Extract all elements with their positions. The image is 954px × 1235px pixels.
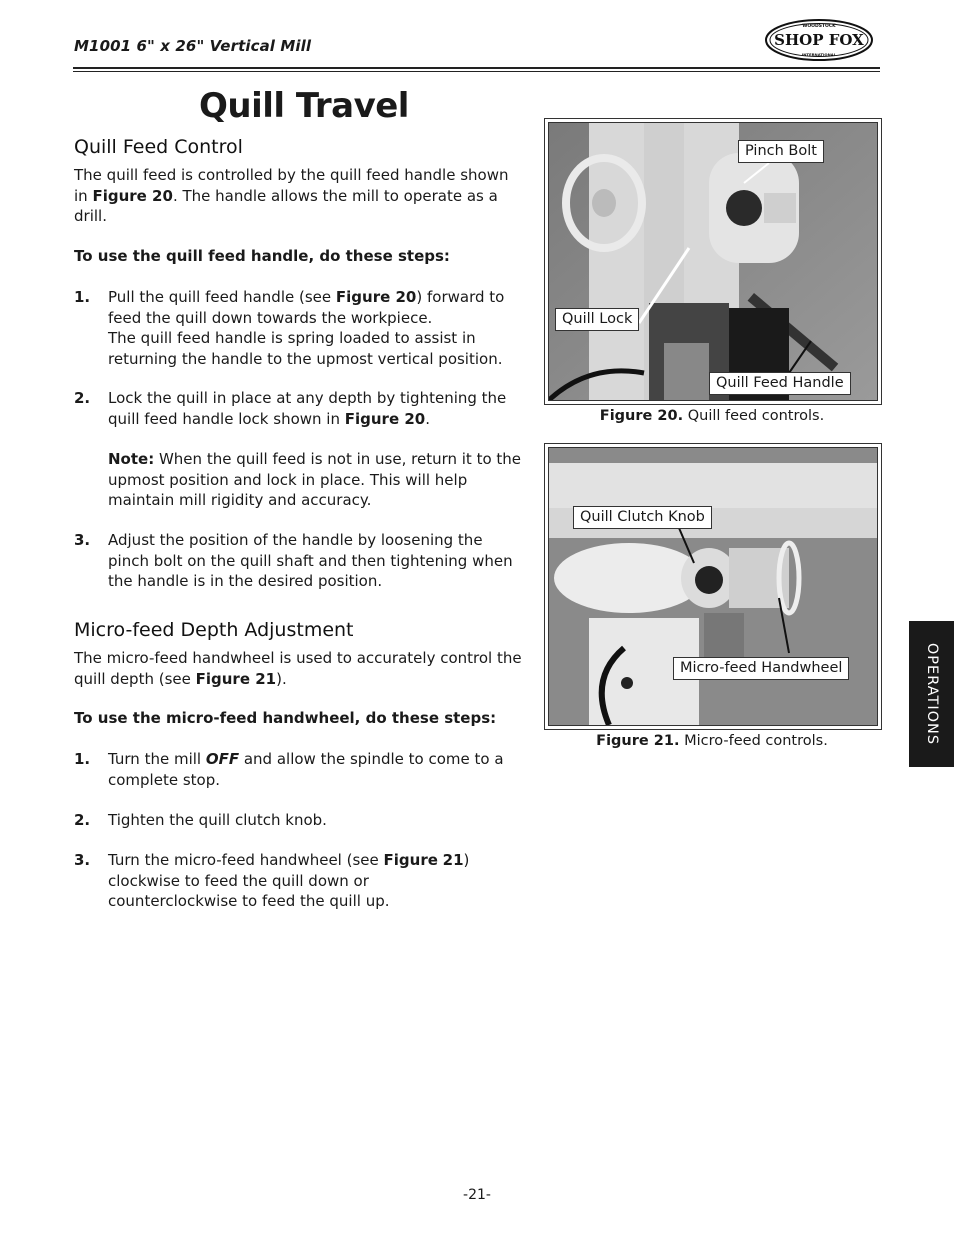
figure-20-caption: Figure 20. Quill feed controls. [599, 408, 825, 424]
quill-feed-intro: The quill feed is controlled by the quill feed handle shown in Figure 20. The handle allows the mill to operate as a drill. [74, 166, 509, 225]
figure-21-caption: Figure 21. Micro-feed controls. [596, 733, 828, 749]
step-number: 3. [74, 531, 91, 549]
header-rule-thin [73, 71, 880, 72]
section-heading-micro-feed: Micro-feed Depth Adjustment [74, 619, 354, 641]
micro-feed-step-2: 2. Tighten the quill clutch knob. [74, 811, 327, 829]
callout-pinch-bolt: Pinch Bolt [738, 140, 824, 163]
quill-feed-note: Note: When the quill feed is not in use, return it to the upmost position and lock in place. This will help maintain mill rigidity and accuracy. [108, 450, 522, 509]
figure-21 [544, 443, 882, 730]
shop-fox-logo [764, 18, 874, 62]
callout-micro-feed-handwheel: Micro-feed Handwheel [673, 657, 849, 680]
quill-feed-steps-heading: To use the quill feed handle, do these steps: [74, 247, 450, 265]
section-heading-quill-feed: Quill Feed Control [74, 136, 243, 158]
quill-feed-step-2: 2. Lock the quill in place at any depth by tightening the quill feed handle lock shown in Figure 20. [74, 389, 507, 428]
header-rule [73, 67, 880, 69]
callout-quill-lock: Quill Lock [555, 308, 639, 331]
step-number: 2. [74, 811, 91, 829]
logo-text: SHOP FOX [774, 31, 864, 49]
micro-feed-step-1: 1. Turn the mill OFF and allow the spindle to come to a complete stop. [74, 750, 504, 789]
step-number: 3. [74, 851, 91, 869]
figure-20 [544, 118, 882, 405]
figure-20-photo [548, 122, 878, 401]
logo-ring-bottom: INTERNATIONAL [801, 52, 837, 57]
document-title: M1001 6" x 26" Vertical Mill [74, 37, 312, 55]
page-title: Quill Travel [199, 86, 409, 126]
callout-quill-clutch-knob: Quill Clutch Knob [573, 506, 712, 529]
quill-feed-photo-illustration [549, 123, 877, 400]
step-number: 1. [74, 750, 91, 768]
step-number: 2. [74, 389, 91, 407]
step-number: 1. [74, 288, 91, 306]
callout-quill-feed-handle: Quill Feed Handle [709, 372, 851, 395]
page-number: -21- [463, 1187, 491, 1203]
section-tab-operations: OPERATIONS [909, 621, 954, 767]
micro-feed-step-3: 3. Turn the micro-feed handwheel (see Figure 21) clockwise to feed the quill down or counterclockwise to feed the quill up. [74, 851, 470, 910]
micro-feed-photo-illustration [549, 448, 877, 725]
quill-feed-step-1: 1. Pull the quill feed handle (see Figure 20) forward to feed the quill down towards the workpiece. The quill feed handle is spring loaded to assist in returning the handle to the upmost vertical position. [74, 288, 505, 368]
quill-feed-step-3: 3. Adjust the position of the handle by loosening the pinch bolt on the quill shaft and then tightening when the handle is in the desired position. [74, 531, 513, 590]
micro-feed-intro: The micro-feed handwheel is used to accurately control the quill depth (see Figure 21). [74, 649, 522, 688]
logo-ring-top: WOODSTOCK [802, 24, 836, 29]
figure-21-photo [548, 447, 878, 726]
micro-feed-steps-heading: To use the micro-feed handwheel, do these steps: [74, 709, 497, 727]
